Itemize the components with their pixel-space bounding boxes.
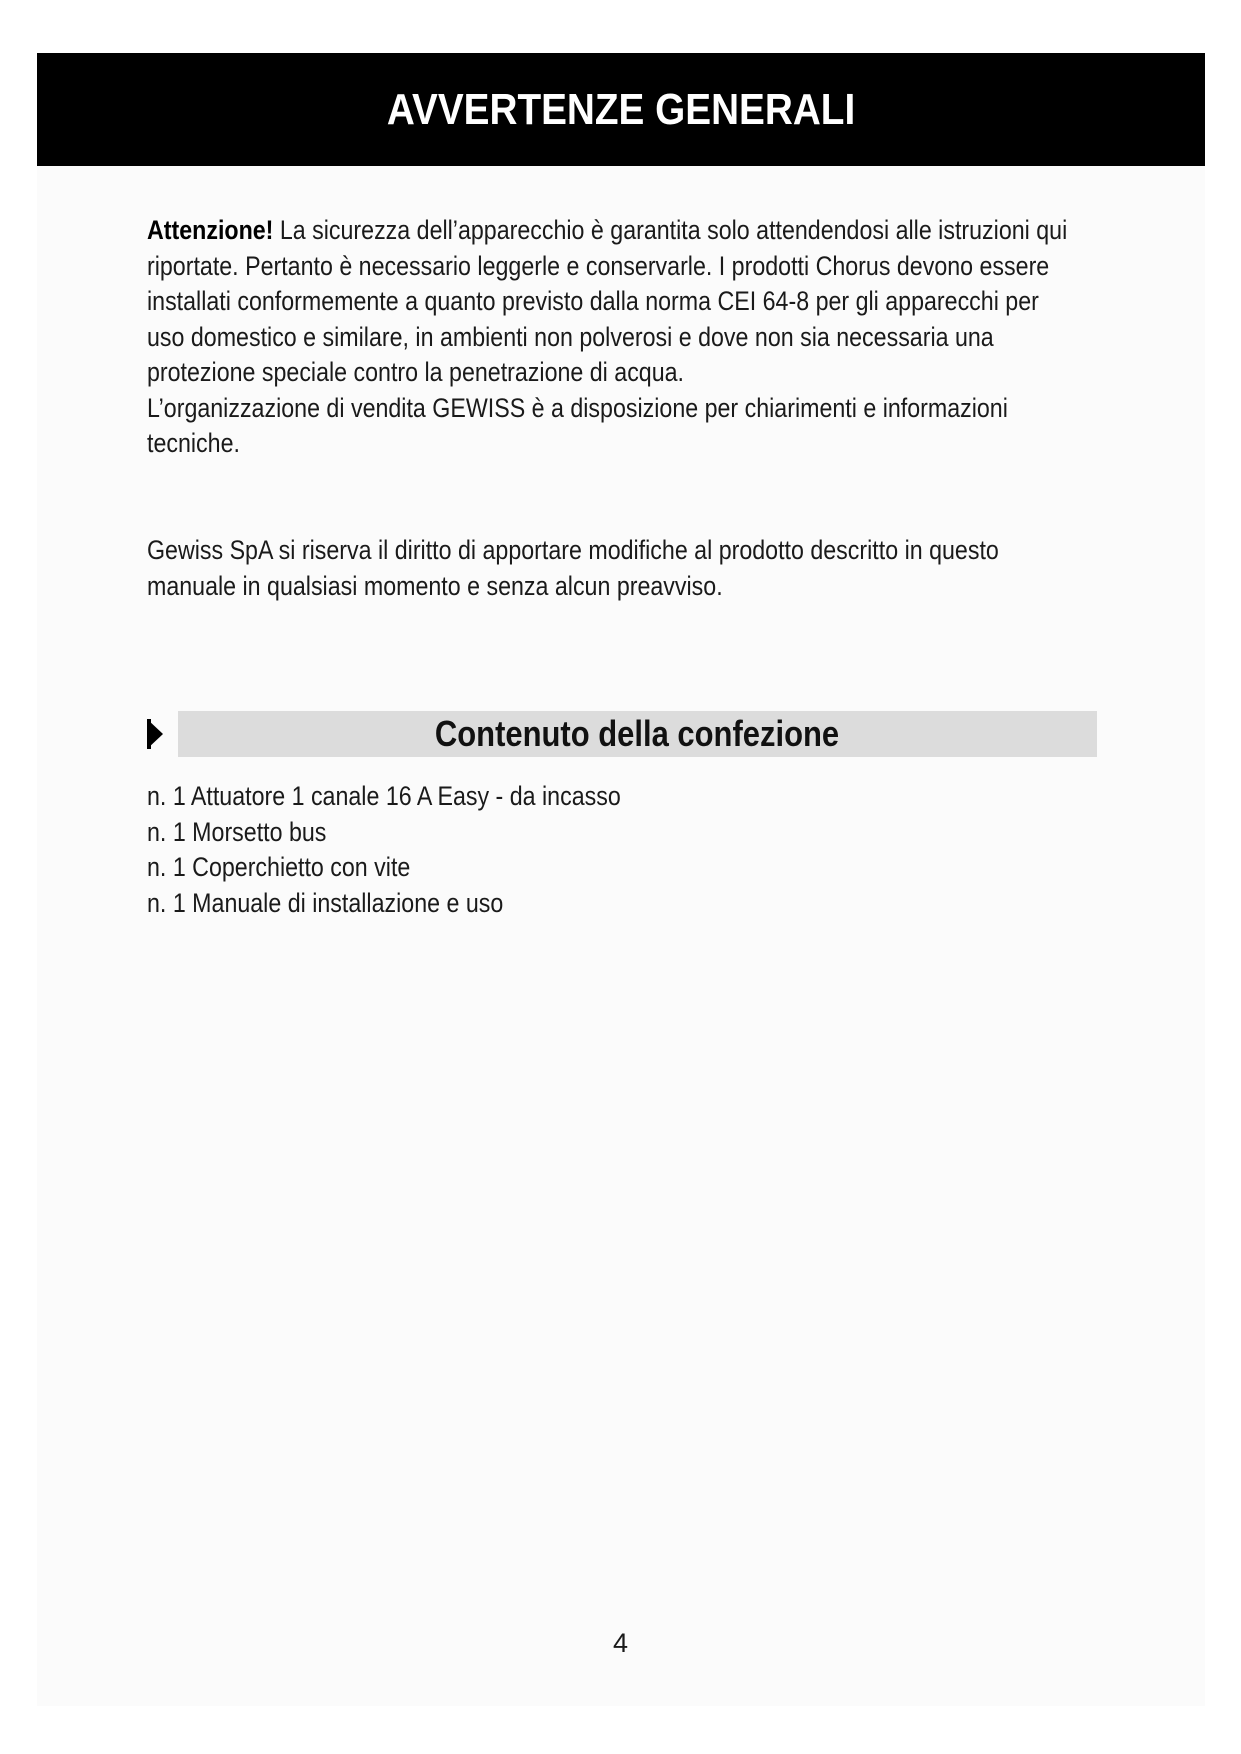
warning-label: Attenzione! xyxy=(147,215,274,245)
list-item-text: n. 1 Manuale di installazione e uso xyxy=(147,887,504,918)
disclaimer-paragraph xyxy=(147,533,1137,604)
page-title: AVVERTENZE GENERALI xyxy=(386,84,856,134)
warning-line-4 xyxy=(147,320,1137,356)
disclaimer-text-2: manuale in qualsiasi momento e senza alcun preavviso. xyxy=(147,570,723,601)
disclaimer-line-1 xyxy=(147,533,1137,569)
package-contents-section-header xyxy=(147,711,1097,757)
triangle-right-icon xyxy=(147,719,163,749)
warning-line-5 xyxy=(147,355,1137,391)
list-item-text: n. 1 Coperchietto con vite xyxy=(147,852,411,882)
header-bar xyxy=(37,53,1205,166)
warning-line-6 xyxy=(147,391,1137,427)
package-contents-list xyxy=(147,779,698,921)
warning-line-1 xyxy=(147,213,1137,249)
list-item-text: n. 1 Morsetto bus xyxy=(147,816,327,847)
warning-paragraph xyxy=(147,213,1137,462)
warning-text-2: riportate. Pertanto è necessario leggerle e conservarle. I prodotti Chorus devono essere xyxy=(147,250,1050,281)
list-item-text: n. 1 Attuatore 1 canale 16 A Easy - da incasso xyxy=(147,781,621,811)
list-item xyxy=(147,850,698,886)
warning-text-3: installati conformemente a quanto previsto dalla norma CEI 64-8 per gli apparecchi per xyxy=(147,286,1039,316)
warning-text-7: tecniche. xyxy=(147,428,240,458)
warning-line-3 xyxy=(147,284,1137,320)
warning-text-4: uso domestico e similare, in ambienti non polverosi e dove non sia necessaria una xyxy=(147,321,994,352)
disclaimer-text-1: Gewiss SpA si riserva il diritto di apportare modifiche al prodotto descritto in questo xyxy=(147,535,999,565)
warning-text-6: L’organizzazione di vendita GEWISS è a disposizione per chiarimenti e informazioni xyxy=(147,392,1008,423)
section-title: Contenuto della confezione xyxy=(435,713,840,754)
warning-line-7 xyxy=(147,426,1137,462)
warning-text-5: protezione speciale contro la penetrazione di acqua. xyxy=(147,357,685,387)
list-item xyxy=(147,815,698,851)
list-item xyxy=(147,779,698,815)
disclaimer-line-2 xyxy=(147,569,1137,605)
list-item xyxy=(147,886,698,922)
page-number: 4 xyxy=(612,1628,629,1658)
warning-text-1: La sicurezza dell’apparecchio è garantita solo attendendosi alle istruzioni qui xyxy=(273,215,1068,245)
warning-line-2 xyxy=(147,249,1137,285)
section-title-box xyxy=(178,711,1097,757)
